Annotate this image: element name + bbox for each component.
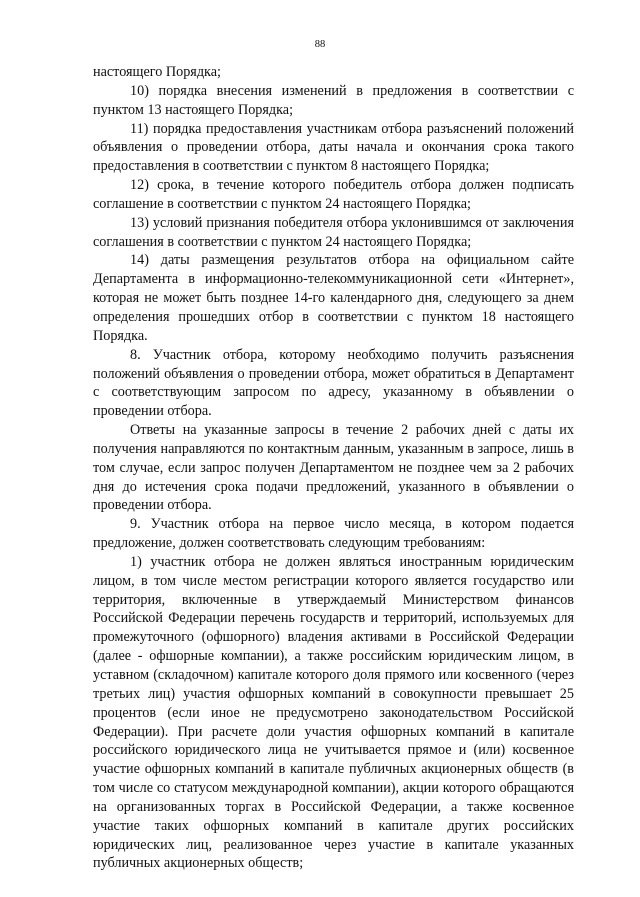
paragraph-item-13: 13) условий признания победителя отбора уклонившимся от заключения соглашения в соответствии с пунктом 24 настоящего Порядка; bbox=[93, 214, 574, 250]
paragraph-item-11: 11) порядка предоставления участникам отбора разъяснений положений объявления о проведении отбора, даты начала и окончания срока такого предоставления в соответствии с пунктом 8 настоящего Порядка; bbox=[93, 120, 574, 175]
paragraph-section-8: 8. Участник отбора, которому необходимо получить разъяснения положений объявления о проведении отбора, может обратиться в Департамент с соответствующим запросом по адресу, указанному в объявлении о проведении отбора. bbox=[93, 346, 574, 420]
paragraph-item-10: 10) порядка внесения изменений в предложения в соответствии с пунктом 13 настоящего Порядка; bbox=[93, 82, 574, 118]
paragraph-section-9: 9. Участник отбора на первое число месяца, в котором подается предложение, должен соответствовать следующим требованиям: bbox=[93, 516, 574, 552]
document-body bbox=[93, 63, 574, 873]
paragraph-continuation: настоящего Порядка; bbox=[93, 64, 221, 80]
paragraph-answers: Ответы на указанные запросы в течение 2 рабочих дней с даты их получения направляются по контактным данным, указанным в запросе, лишь в том случае, если запрос получен Департаментом не позднее чем за 2 рабочих дня до истечения срока подачи предложений, указанного в объявлении о проведении отбора. bbox=[93, 422, 574, 514]
paragraph-item-12: 12) срока, в течение которого победитель отбора должен подписать соглашение в соответствии с пунктом 24 настоящего Порядка; bbox=[93, 177, 574, 212]
page-number: 88 bbox=[314, 39, 326, 50]
paragraph-requirement-1: 1) участник отбора не должен являться иностранным юридическим лицом, в том числе местом регистрации которого является государство или территория, включенные в утверждаемый Министерством финансов Российской Федерации перечень государств и территорий, используемых для промежуточного (офшорного) владения активами в Российской Федерации (далее - офшорные компании), а также российским юридическим лицом, в уставном (складочном) капитале которого доля прямого или косвенного (через третьих лиц) участия офшорных компаний в совокупности превышает 25 процентов (если иное не предусмотрено законодательством Российской Федерации). При расчете доли участия офшорных компаний в капитале российского юридического лица не учитывается прямое и (или) косвенное участие офшорных компаний в капитале публичных акционерных обществ (в том числе со статусом международной компании), акции которого обращаются на организованных торгах в Российской Федерации, а также косвенное участие таких офшорных компаний в капитале других российских юридических лиц, реализованное через участие в капитале указанных публичных акционерных обществ; bbox=[93, 553, 574, 872]
paragraph-item-14: 14) даты размещения результатов отбора на официальном сайте Департамента в информационно-телекоммуникационной сети «Интернет», которая не может быть позднее 14-го календарного дня, следующего за днем определения прошедших отбор в соответствии с пунктом 18 настоящего Порядка. bbox=[93, 252, 574, 344]
